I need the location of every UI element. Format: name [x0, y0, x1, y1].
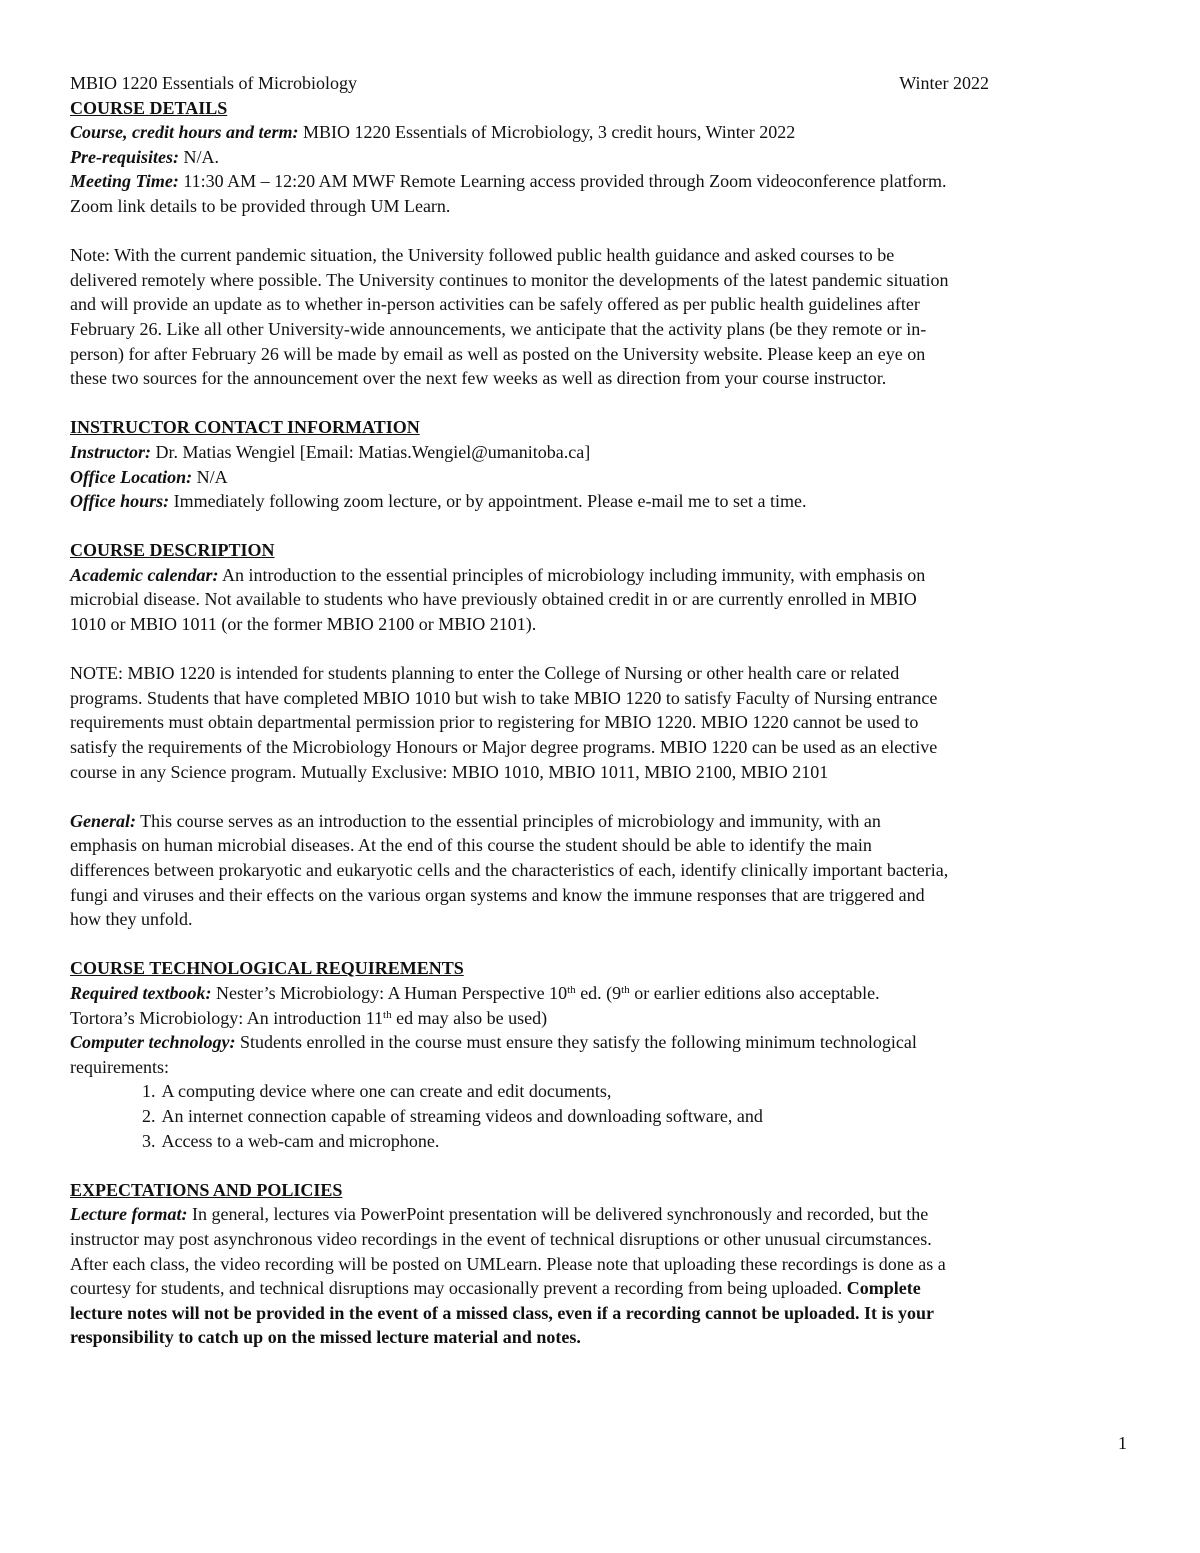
meeting-label: Meeting Time: [70, 171, 179, 192]
superscript: th [621, 983, 630, 996]
pandemic-note-line: person) for after February 26 will be made by email as well as posted on the University website. Please keep an eye on [70, 343, 926, 364]
list-item [70, 1129, 1132, 1154]
lecture-bold-text: Complete [846, 1278, 921, 1299]
office-location-line [70, 465, 1132, 490]
calendar-label: Academic calendar: [70, 564, 219, 585]
office-hours-label: Office hours: [70, 491, 170, 512]
textbook-text: ed. (9 [575, 982, 622, 1003]
list-text: An internet connection capable of streaming videos and downloading software, and [161, 1105, 763, 1126]
section-heading-instructor: INSTRUCTOR CONTACT INFORMATION [70, 417, 420, 438]
course-title: MBIO 1220 Essentials of Microbiology [70, 73, 357, 93]
term: Winter 2022 [899, 73, 989, 93]
prereq-value: N/A. [178, 146, 219, 167]
list-number: 2. [142, 1105, 156, 1126]
office-location-value: N/A [192, 466, 228, 487]
page-number: 1 [1118, 1433, 1127, 1453]
pandemic-note-line: and will provide an update as to whether in-person activities can be safely offered as per public health guidelines after [70, 294, 920, 315]
pandemic-note-line: February 26. Like all other University-wide announcements, we anticipate that the activity plans (be they remote or in- [70, 318, 927, 339]
instructor-value: Dr. Matias Wengiel [Email: Matias.Wengiel@umanitoba.ca] [151, 441, 591, 462]
calendar-text: An introduction to the essential principles of microbiology including immunity, with emphasis on [218, 564, 926, 585]
computer-line: requirements: [70, 1056, 169, 1077]
calendar-line: 1010 or MBIO 1011 (or the former MBIO 2100 or MBIO 2101). [70, 614, 537, 635]
list-number: 1. [142, 1081, 156, 1102]
instructor-line [70, 440, 1132, 465]
section-heading-policies: EXPECTATIONS AND POLICIES [70, 1179, 343, 1200]
computer-line [70, 1030, 1132, 1055]
office-hours-value: Immediately following zoom lecture, or by appointment. Please e-mail me to set a time. [169, 491, 807, 512]
office-location-label: Office Location: [70, 466, 193, 487]
tortora-text: Tortora’s Microbiology: An introduction 11 [70, 1007, 384, 1028]
calendar-line: microbial disease. Not available to students who have previously obtained credit in or are currently enrolled in MBIO [70, 589, 917, 610]
pandemic-note-line: Note: With the current pandemic situation, the University followed public health guidance and asked courses to be [70, 245, 895, 266]
zoom-line: Zoom link details to be provided through UM Learn. [70, 195, 451, 216]
general-label: General: [70, 810, 136, 831]
lecture-text: courtesy for students, and technical disruptions may occasionally prevent a recording from being uploaded. [70, 1278, 847, 1299]
computer-label: Computer technology: [70, 1032, 236, 1053]
textbook-text: or earlier editions also acceptable. [629, 982, 880, 1003]
superscript: th [383, 1008, 392, 1021]
nursing-note-line: course in any Science program. Mutually Exclusive: MBIO 1010, MBIO 1011, MBIO 2100, MBIO 2101 [70, 761, 829, 782]
nursing-note-line: requirements must obtain departmental permission prior to registering for MBIO 1220. MBIO 1220 cannot be used to [70, 712, 919, 733]
lecture-line [70, 1276, 1132, 1301]
requirements-list [70, 1079, 1132, 1153]
pandemic-note-line: these two sources for the announcement over the next few weeks as well as direction from your course instructor. [70, 368, 887, 389]
nursing-note-line: satisfy the requirements of the Microbiology Honours or Major degree programs. MBIO 1220 can be used as an elective [70, 737, 938, 758]
lecture-label: Lecture format: [70, 1204, 188, 1225]
course-value: MBIO 1220 Essentials of Microbiology, 3 credit hours, Winter 2022 [298, 122, 796, 143]
meeting-line [70, 169, 1132, 194]
section-heading-tech: COURSE TECHNOLOGICAL REQUIREMENTS [70, 958, 464, 979]
textbook-text: Nester’s Microbiology: A Human Perspective 10 [211, 982, 568, 1003]
course-line [70, 120, 1132, 145]
page-content [70, 71, 1132, 1350]
general-line [70, 809, 1132, 834]
lecture-line [70, 1202, 1132, 1227]
list-item [70, 1104, 1132, 1129]
nursing-note-line: NOTE: MBIO 1220 is intended for students planning to enter the College of Nursing or other health care or related [70, 663, 900, 684]
general-line: differences between prokaryotic and eukaryotic cells and the characteristics of each, identify clinically important bacteria, [70, 860, 949, 880]
general-text: This course serves as an introduction to the essential principles of microbiology and immunity, with an [136, 810, 881, 831]
textbook-line [70, 981, 1132, 1006]
list-text: A computing device where one can create and edit documents, [161, 1081, 612, 1102]
prereq-line [70, 145, 1132, 170]
lecture-line: instructor may post asynchronous video recordings in the event of technical disruptions or other unusual circumstances. [70, 1228, 932, 1249]
prereq-label: Pre-requisites: [70, 146, 179, 167]
pandemic-note-line: delivered remotely where possible. The University continues to monitor the developments of the latest pandemic situation [70, 269, 949, 290]
lecture-bold-line: lecture notes will not be provided in the event of a missed class, even if a recording cannot be uploaded. It is your [70, 1302, 934, 1323]
textbook-label: Required textbook: [70, 982, 212, 1003]
lecture-text: In general, lectures via PowerPoint presentation will be delivered synchronously and recorded, but the [187, 1204, 929, 1225]
lecture-line: After each class, the video recording will be posted on UMLearn. Please note that uploading these recordings is done as a [70, 1253, 946, 1274]
calendar-line [70, 563, 1132, 588]
list-item [70, 1079, 1132, 1104]
list-number: 3. [142, 1130, 156, 1151]
instructor-label: Instructor: [70, 441, 152, 462]
page-header [70, 71, 989, 96]
office-hours-line [70, 489, 1132, 514]
superscript: th [567, 983, 576, 996]
general-line: emphasis on human microbial diseases. At the end of this course the student should be able to identify the main [70, 835, 872, 856]
general-line: how they unfold. [70, 909, 193, 930]
section-heading-description: COURSE DESCRIPTION [70, 540, 275, 561]
meeting-value: 11:30 AM – 12:20 AM MWF Remote Learning access provided through Zoom videoconference platform. [178, 171, 947, 192]
lecture-bold-line: responsibility to catch up on the missed lecture material and notes. [70, 1327, 581, 1348]
section-heading-course-details: COURSE DETAILS [70, 97, 228, 118]
tortora-text: ed may also be used) [391, 1007, 548, 1028]
tortora-line [70, 1006, 1132, 1031]
list-text: Access to a web-cam and microphone. [161, 1130, 440, 1151]
course-label: Course, credit hours and term: [70, 122, 299, 143]
computer-text: Students enrolled in the course must ensure they satisfy the following minimum technological [235, 1032, 917, 1053]
nursing-note-line: programs. Students that have completed MBIO 1010 but wish to take MBIO 1220 to satisfy Faculty of Nursing entrance [70, 687, 938, 708]
general-line: fungi and viruses and their effects on the various organ systems and know the immune responses that are triggered and [70, 884, 925, 905]
